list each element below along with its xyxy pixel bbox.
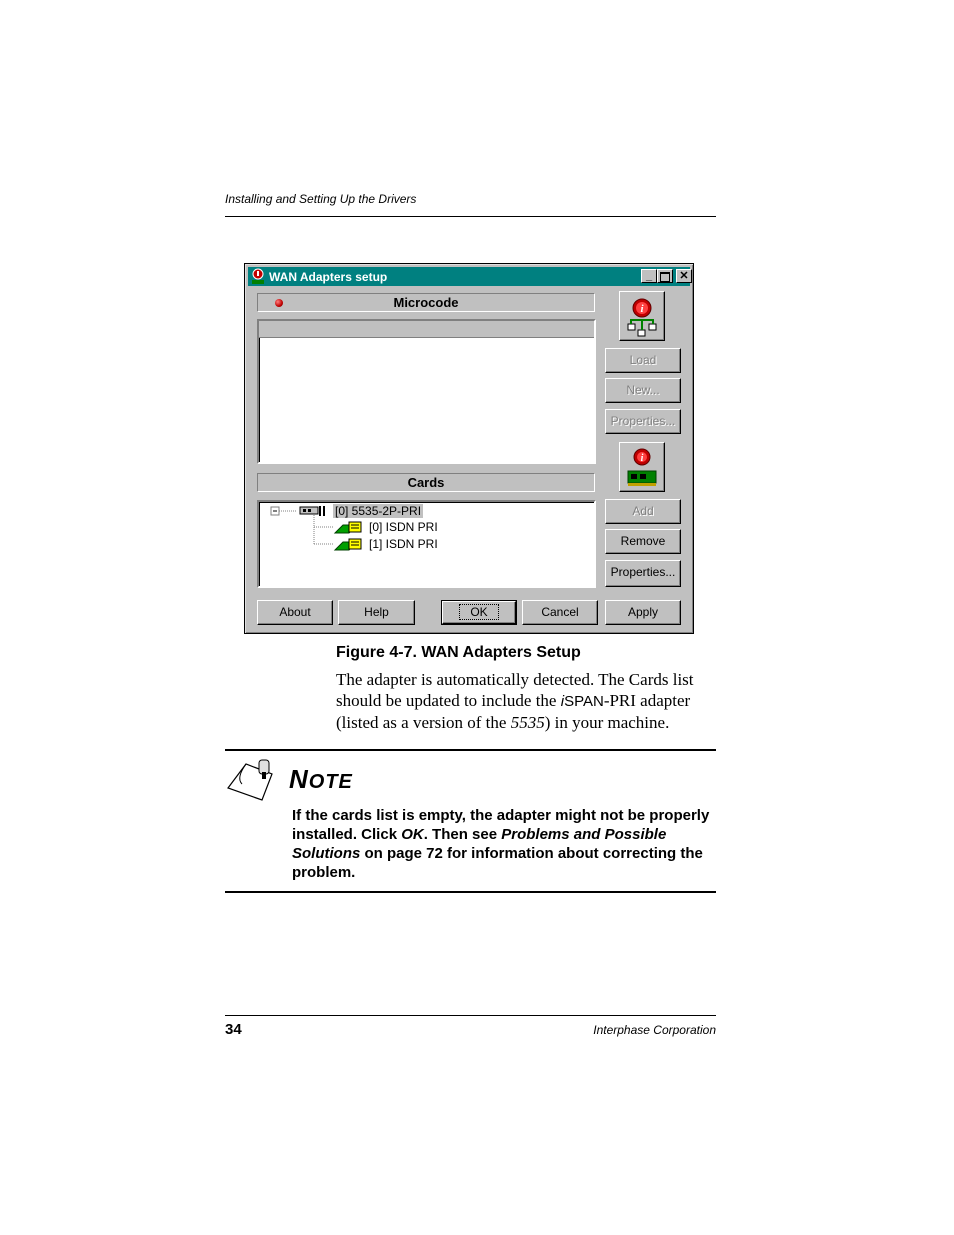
microcode-list-header — [259, 321, 594, 338]
figure-caption: Figure 4-7. WAN Adapters Setup — [336, 644, 581, 661]
network-info-button[interactable] — [619, 291, 665, 341]
tree-item-isdn-1[interactable]: [1] ISDN PRI — [369, 537, 438, 551]
new-button[interactable]: New... — [605, 378, 681, 403]
add-button[interactable]: Add — [605, 499, 681, 524]
maximize-button[interactable] — [657, 269, 673, 283]
isdn-port-icon — [333, 520, 363, 535]
microcode-list[interactable] — [257, 319, 596, 464]
isdn-port-icon — [333, 537, 363, 552]
help-button[interactable]: Help — [338, 600, 415, 625]
svg-text:i: i — [640, 303, 644, 315]
tree-item-isdn-0[interactable]: [0] ISDN PRI — [369, 520, 438, 534]
window-title: WAN Adapters setup — [269, 270, 388, 284]
product-name: iSPAN — [560, 693, 604, 710]
adapter-card-icon — [299, 504, 327, 518]
maximize-icon — [660, 272, 670, 282]
minimize-button[interactable] — [641, 269, 657, 283]
title-bar[interactable] — [248, 267, 690, 286]
cross-reference-link[interactable]: Problems and Possible Solutions — [292, 826, 667, 862]
properties-microcode-button[interactable]: Properties... — [605, 409, 681, 434]
running-header: Installing and Setting Up the Drivers — [225, 192, 417, 206]
about-button[interactable]: About — [257, 600, 333, 625]
close-button[interactable] — [676, 269, 692, 283]
svg-text:i: i — [640, 453, 644, 464]
page-number: 34 — [225, 1021, 242, 1038]
minimize-icon: _ — [645, 270, 653, 282]
status-led-icon — [275, 299, 283, 307]
apply-button[interactable]: Apply — [605, 600, 681, 625]
ok-button[interactable]: OK — [442, 601, 516, 624]
body-paragraph: The adapter is automatically detected. The Cards list should be updated to include the iSPAN-PRI adapter (listed as a version of the 5535) in your machine. — [336, 670, 694, 732]
cards-header: Cards — [257, 473, 595, 492]
header-rule — [225, 216, 716, 217]
card-info-button[interactable] — [619, 442, 665, 492]
footer-organization: Interphase Corporation — [593, 1023, 716, 1037]
tree-item-root[interactable]: [0] 5535-2P-PRI — [335, 504, 422, 518]
microcode-header: Microcode — [257, 293, 595, 312]
load-button[interactable]: Load — [605, 348, 681, 373]
note-bottom-rule — [225, 891, 716, 893]
note-pad-icon — [226, 758, 276, 802]
note-text: If the cards list is empty, the adapter might not be properly installed. Click OK. Then see Problems and Possible Solutions on page 72 for information about correcting the problem. — [292, 807, 710, 881]
properties-cards-button[interactable]: Properties... — [605, 560, 681, 587]
note-title: NOTE — [289, 764, 353, 794]
note-top-rule — [225, 749, 716, 751]
cards-tree[interactable] — [257, 500, 596, 588]
footer-rule — [225, 1015, 716, 1016]
cancel-button[interactable]: Cancel — [522, 600, 598, 625]
app-icon — [250, 268, 266, 285]
network-info-icon — [620, 292, 664, 340]
card-info-icon — [620, 443, 664, 491]
close-icon: ✕ — [679, 270, 689, 282]
remove-button[interactable]: Remove — [605, 529, 681, 554]
wan-adapters-dialog — [244, 263, 694, 634]
